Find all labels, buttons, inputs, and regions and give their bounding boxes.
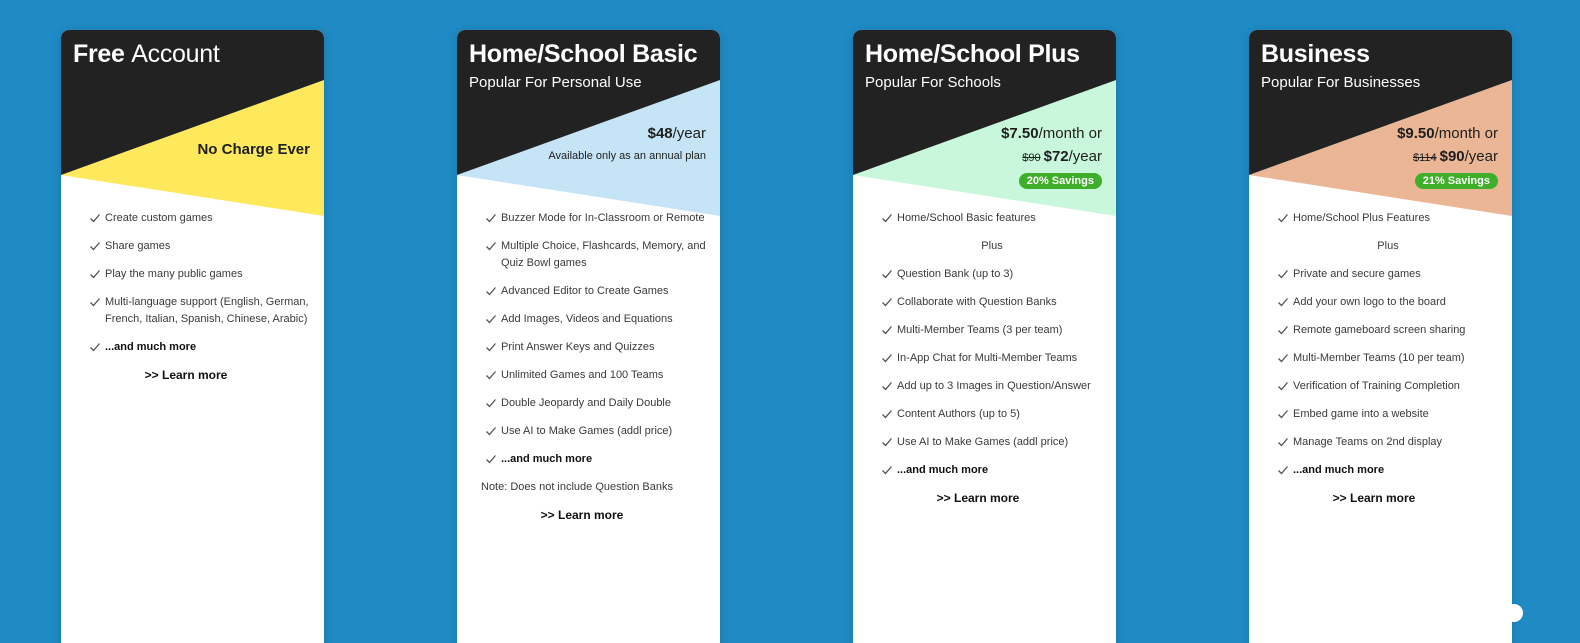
price-block <box>548 122 706 162</box>
list-item: ...and much more <box>1277 462 1499 479</box>
check-icon <box>1277 379 1289 393</box>
list-item: Add up to 3 Images in Question/Answer <box>881 378 1103 395</box>
check-icon <box>881 463 893 477</box>
price-block <box>197 138 310 161</box>
list-item: Advanced Editor to Create Games <box>485 283 707 300</box>
check-icon <box>881 211 893 225</box>
check-icon <box>881 351 893 365</box>
list-item: Unlimited Games and 100 Teams <box>485 367 707 384</box>
check-icon <box>881 323 893 337</box>
savings-badge: 20% Savings <box>1019 173 1102 189</box>
list-item: Private and secure games <box>1277 266 1499 283</box>
price-note: Available only as an annual plan <box>548 150 706 162</box>
list-item: ...and much more <box>485 451 707 468</box>
price-unit: /year <box>672 125 706 142</box>
card-title: Free Account <box>73 40 220 68</box>
check-icon <box>485 452 497 466</box>
pricing-card-free <box>61 30 324 643</box>
list-item: Print Answer Keys and Quizzes <box>485 339 707 356</box>
plus-label: Plus <box>981 240 1003 252</box>
list-item: Manage Teams on 2nd display <box>1277 434 1499 451</box>
price-old: $114 <box>1412 152 1437 164</box>
list-item: Multiple Choice, Flashcards, Memory, and Quiz Bowl games <box>485 238 707 272</box>
price-month-unit: /month or <box>1038 125 1102 142</box>
list-item: ...and much more <box>89 339 311 356</box>
check-icon <box>881 295 893 309</box>
list-item: Verification of Training Completion <box>1277 378 1499 395</box>
list-item: ...and much more <box>881 462 1103 479</box>
card-subtitle: Popular For Businesses <box>1261 74 1421 91</box>
learn-more-link[interactable]: >> Learn more <box>936 491 1020 505</box>
list-item: Home/School Plus Features <box>1277 210 1499 227</box>
list-item: Add your own logo to the board <box>1277 294 1499 311</box>
price-year: $90 <box>1439 148 1465 165</box>
note-text: Note: Does not include Question Banks <box>481 481 674 493</box>
card-subtitle: Popular For Personal Use <box>469 74 642 91</box>
price-year-unit: /year <box>1464 148 1498 165</box>
list-item: Content Authors (up to 5) <box>881 406 1103 423</box>
list-item: Multi-language support (English, German, French, Italian, Spanish, Chinese, Arabic) <box>89 294 311 328</box>
card-title: Business <box>1261 40 1370 68</box>
check-icon <box>89 267 101 281</box>
price-text: No Charge Ever <box>197 141 310 158</box>
list-item: Multi-Member Teams (10 per team) <box>1277 350 1499 367</box>
list-item: Question Bank (up to 3) <box>881 266 1103 283</box>
card-subtitle: Popular For Schools <box>865 74 1001 91</box>
check-icon <box>89 239 101 253</box>
pricing-card-basic <box>457 30 720 643</box>
price-old: $90 <box>1022 152 1041 164</box>
check-icon <box>1277 407 1289 421</box>
list-item: Play the many public games <box>89 266 311 283</box>
price-year-unit: /year <box>1068 148 1102 165</box>
list-item: Use AI to Make Games (addl price) <box>485 423 707 440</box>
savings-badge: 21% Savings <box>1415 173 1498 189</box>
check-icon <box>881 379 893 393</box>
check-icon <box>89 340 101 354</box>
list-item: Collaborate with Question Banks <box>881 294 1103 311</box>
check-icon <box>485 312 497 326</box>
price-month-unit: /month or <box>1434 125 1498 142</box>
check-icon <box>1277 211 1289 225</box>
check-icon <box>485 211 497 225</box>
feature-list <box>89 210 311 384</box>
list-item: Create custom games <box>89 210 311 227</box>
check-icon <box>881 267 893 281</box>
list-item: Use AI to Make Games (addl price) <box>881 434 1103 451</box>
check-icon <box>89 211 101 225</box>
feature-list <box>1277 210 1499 507</box>
check-icon <box>485 424 497 438</box>
feature-list <box>881 210 1103 507</box>
list-item: Embed game into a website <box>1277 406 1499 423</box>
list-item: Add Images, Videos and Equations <box>485 311 707 328</box>
price-block <box>1397 122 1498 189</box>
check-icon <box>881 407 893 421</box>
list-item: Buzzer Mode for In-Classroom or Remote <box>485 210 707 227</box>
card-title: Home/School Basic <box>469 40 698 68</box>
check-icon <box>1277 351 1289 365</box>
list-item: Multi-Member Teams (3 per team) <box>881 322 1103 339</box>
check-icon <box>1277 295 1289 309</box>
learn-more-link[interactable]: >> Learn more <box>144 368 228 382</box>
pricing-card-business <box>1249 30 1512 643</box>
price-month: $9.50 <box>1397 125 1435 142</box>
feature-list <box>481 210 707 524</box>
check-icon <box>485 368 497 382</box>
check-icon <box>1277 463 1289 477</box>
list-item: Home/School Basic features <box>881 210 1103 227</box>
check-icon <box>1277 323 1289 337</box>
check-icon <box>485 284 497 298</box>
check-icon <box>485 396 497 410</box>
check-icon <box>485 340 497 354</box>
check-icon <box>485 239 497 253</box>
scroll-indicator[interactable] <box>1505 604 1523 622</box>
price-year: $72 <box>1043 148 1069 165</box>
check-icon <box>1277 267 1289 281</box>
list-item: Share games <box>89 238 311 255</box>
list-item: Double Jeopardy and Daily Double <box>485 395 707 412</box>
check-icon <box>881 435 893 449</box>
list-item: Remote gameboard screen sharing <box>1277 322 1499 339</box>
list-item: In-App Chat for Multi-Member Teams <box>881 350 1103 367</box>
price-month: $7.50 <box>1001 125 1039 142</box>
check-icon <box>89 295 101 309</box>
pricing-card-plus <box>853 30 1116 643</box>
price-amount: $48 <box>647 125 673 142</box>
price-block <box>1001 122 1102 189</box>
plus-label: Plus <box>1377 240 1399 252</box>
card-title: Home/School Plus <box>865 40 1080 68</box>
check-icon <box>1277 435 1289 449</box>
learn-more-link[interactable]: >> Learn more <box>540 508 624 522</box>
learn-more-link[interactable]: >> Learn more <box>1332 491 1416 505</box>
